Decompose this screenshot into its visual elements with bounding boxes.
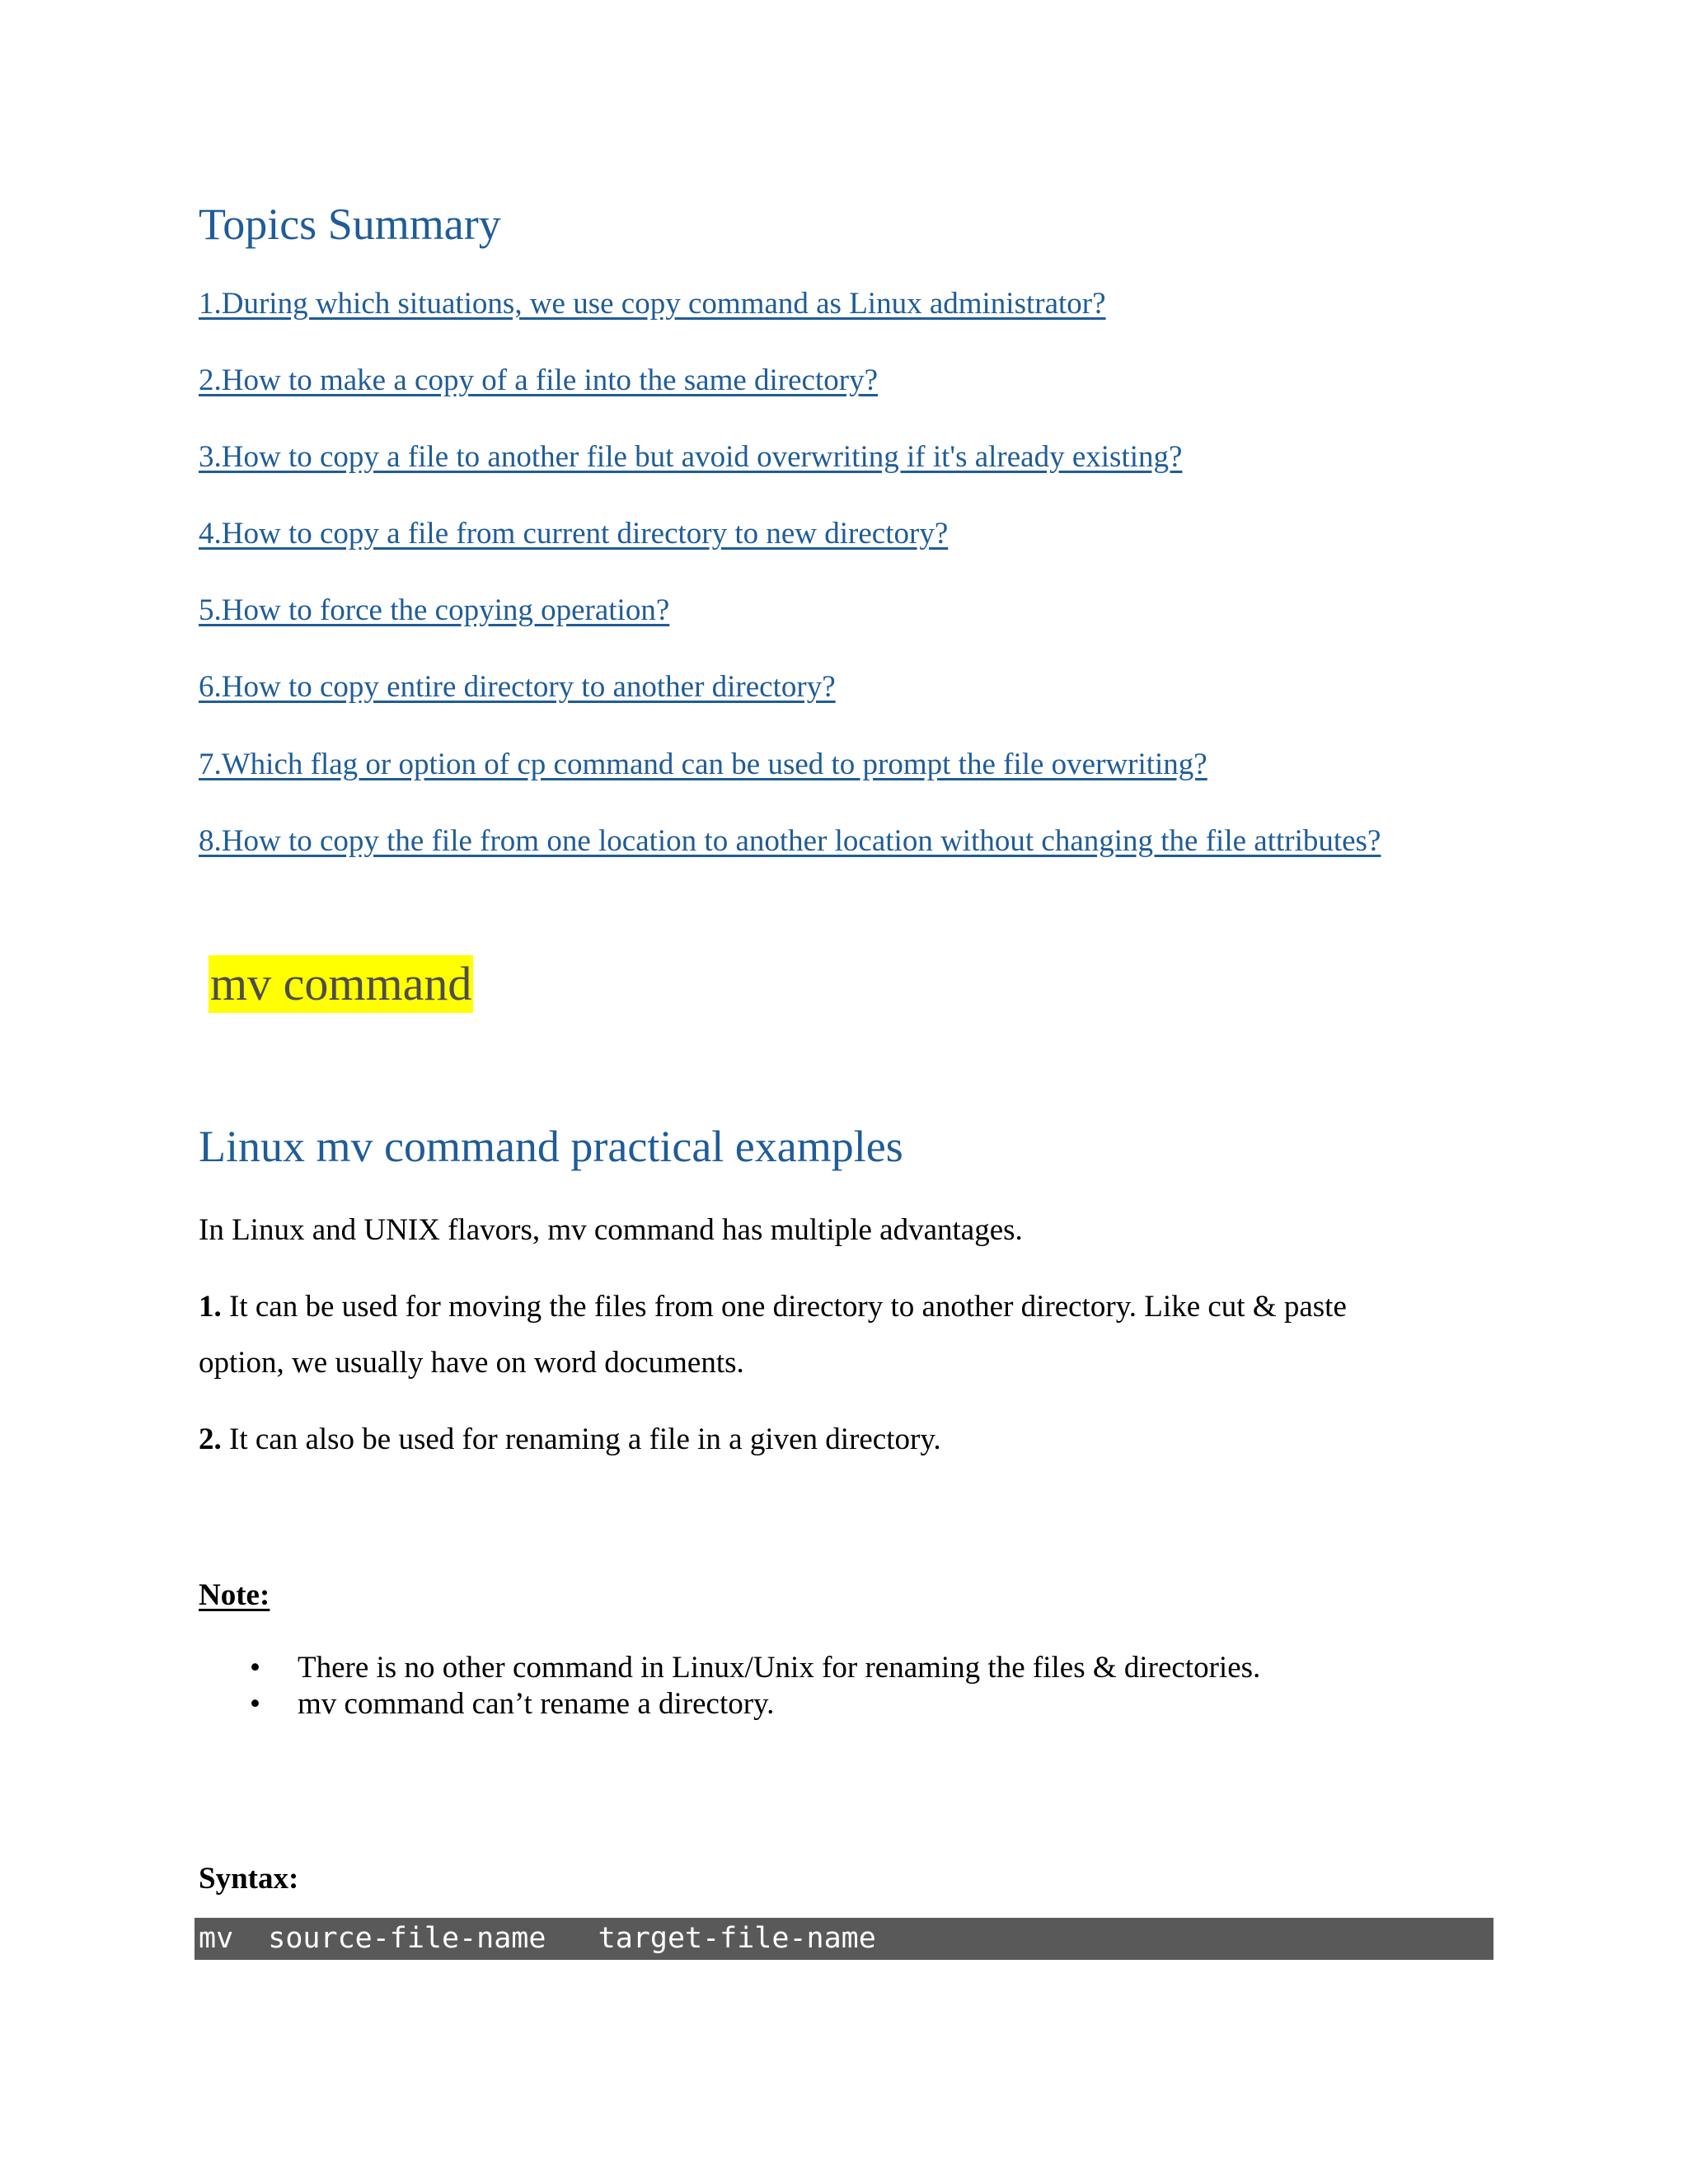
bullet-icon: • <box>250 1687 260 1721</box>
practical-examples-heading: Linux mv command practical examples <box>199 1122 903 1171</box>
note-bullet-item <box>199 1686 1260 1722</box>
point-2-text: It can also be used for renaming a file in a given directory. <box>221 1422 941 1456</box>
note-bullet-list <box>199 1650 1260 1722</box>
point-1-line-1 <box>199 1287 1347 1327</box>
point-1-number: 1. <box>199 1290 222 1324</box>
note-bullet-item <box>199 1650 1260 1686</box>
topic-link-6[interactable]: 6.How to copy entire directory to another directory? <box>199 670 836 704</box>
intro-paragraph: In Linux and UNIX flavors, mv command has multiple advantages. <box>199 1213 1023 1247</box>
syntax-code-block: mv source-file-name target-file-name <box>195 1918 1493 1960</box>
topic-link-8[interactable]: 8.How to copy the file from one location to another location without changing the file attributes? <box>199 824 1381 858</box>
syntax-label: Syntax: <box>199 1862 299 1896</box>
topic-link-7[interactable]: 7.Which flag or option of cp command can be used to prompt the file overwriting? <box>199 748 1207 781</box>
point-2 <box>199 1420 941 1460</box>
bullet-icon: • <box>250 1651 260 1685</box>
topic-link-5[interactable]: 5.How to force the copying operation? <box>199 593 670 627</box>
point-1-line-2: option, we usually have on word documents. <box>199 1346 744 1380</box>
mv-command-highlighted-heading: mv command <box>209 955 473 1013</box>
note-bullet-text: mv command can’t rename a directory. <box>298 1687 775 1721</box>
topics-summary-heading: Topics Summary <box>199 199 501 249</box>
note-bullet-text: There is no other command in Linux/Unix for renaming the files & directories. <box>298 1651 1261 1685</box>
point-1-text: It can be used for moving the files from one directory to another directory. Like cut & paste <box>221 1290 1347 1324</box>
topic-link-1[interactable]: 1.During which situations, we use copy command as Linux administrator? <box>199 287 1106 321</box>
topic-link-2[interactable]: 2.How to make a copy of a file into the same directory? <box>199 363 878 397</box>
topic-link-3[interactable]: 3.How to copy a file to another file but avoid overwriting if it's already existing? <box>199 440 1183 474</box>
topic-link-4[interactable]: 4.How to copy a file from current directory to new directory? <box>199 517 949 551</box>
point-2-number: 2. <box>199 1422 222 1456</box>
note-label: Note: <box>199 1578 270 1612</box>
